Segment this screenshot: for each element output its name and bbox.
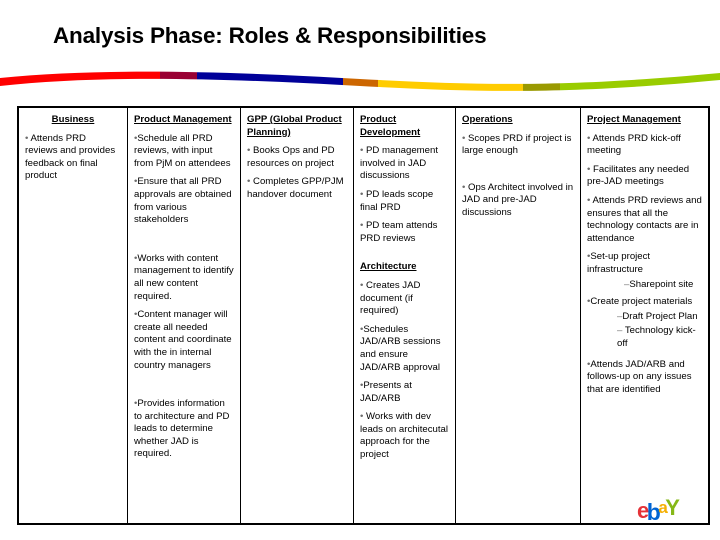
list-item: •Attends JAD/ARB and follows-up on any issues that are identified <box>587 358 692 395</box>
list-item: • Creates JAD document (if required) <box>360 279 421 317</box>
bullet-icon: • <box>587 251 591 263</box>
list-item: • Attends PRD reviews and ensures that all the technology contacts are in attendance <box>587 194 702 244</box>
wave-segment-blue <box>197 60 343 100</box>
bullet-icon: • <box>134 132 138 144</box>
bullet-icon: • <box>25 132 29 144</box>
bullet-icon: • <box>587 194 591 206</box>
ebay-logo <box>637 495 678 525</box>
list-item: • Attends PRD kick-off meeting <box>587 132 681 157</box>
column-project-management <box>580 108 708 523</box>
bullet-icon: • <box>134 252 138 264</box>
sub-list-item: – Technology kick-off <box>617 325 696 349</box>
bullet-icon: • <box>134 309 138 321</box>
dash-icon: – <box>624 278 630 290</box>
column-header: Business <box>51 114 95 125</box>
list-item: • Facilitates any needed pre-JAD meetings <box>587 163 690 188</box>
dash-icon: – <box>617 310 623 322</box>
column-business <box>19 108 127 523</box>
list-item: •Works with content management to identify all new content required. <box>134 252 234 302</box>
list-item: • Attends PRD reviews and provides feedback on final product <box>25 132 116 182</box>
decorative-color-wave <box>0 60 720 100</box>
page-title: Analysis Phase: Roles & Responsibilities <box>53 23 487 48</box>
column-header: Product Development <box>360 114 421 138</box>
logo-letter-a: a <box>658 498 666 517</box>
bullet-icon: • <box>587 163 591 175</box>
bullet-icon: • <box>360 188 364 200</box>
column-header: Project Management <box>587 114 681 125</box>
bullet-icon: • <box>247 176 251 188</box>
list-item: • Ops Architect involved in JAD and pre-JAD discussions <box>462 181 574 218</box>
list-item: •Schedules JAD/ARB sessions and ensure JAD/ARB approval <box>360 323 441 373</box>
logo-letter-e: e <box>637 498 647 523</box>
list-item: • Scopes PRD if project is large enough <box>462 132 572 157</box>
list-item: •Create project materials <box>587 296 693 308</box>
column-header: Product Management <box>134 114 232 125</box>
bullet-icon: • <box>587 296 591 308</box>
list-item: • PD leads scope final PRD <box>360 188 434 213</box>
list-item: •Provides information to architecture and PD leads to determine whether JAD is required. <box>134 398 230 460</box>
list-item: •Set-up project infrastructure <box>587 251 651 275</box>
column-gpp <box>240 108 353 523</box>
wave-segment-red <box>0 60 160 100</box>
bullet-icon: • <box>587 132 591 144</box>
bullet-icon: • <box>587 358 591 370</box>
dash-icon: – <box>617 325 623 337</box>
bullet-icon: • <box>360 323 364 335</box>
roles-table <box>17 106 710 525</box>
sub-list-item: –Draft Project Plan <box>617 310 698 322</box>
list-item: • Completes GPP/PJM handover document <box>247 176 344 200</box>
column-header: Operations <box>462 114 513 125</box>
column-product-management <box>127 108 240 523</box>
list-item: • PD team attends PRD reviews <box>360 220 438 244</box>
wave-segment-olive <box>523 60 560 100</box>
bullet-icon: • <box>360 380 364 392</box>
bullet-icon: • <box>462 181 466 193</box>
column-header: GPP (Global Product Planning) <box>247 114 342 138</box>
bullet-icon: • <box>360 411 364 423</box>
wave-segment-yellow <box>378 60 523 100</box>
bullet-icon: • <box>462 132 466 144</box>
column-product-development <box>353 108 455 523</box>
bullet-icon: • <box>360 220 364 232</box>
bullet-icon: • <box>247 145 251 157</box>
logo-letter-y: Y <box>665 495 678 520</box>
list-item: •Schedule all PRD reviews, with input from PjM on attendees <box>134 132 231 169</box>
list-item: •Content manager will create all needed content and coordinate with the in internal country managers <box>134 309 232 371</box>
logo-letter-b: b <box>646 499 659 525</box>
bullet-icon: • <box>134 176 138 188</box>
list-item: • Works with dev leads on architecutal approach for the project <box>360 411 448 461</box>
list-item: •Ensure that all PRD approvals are obtained from various stakeholders <box>134 176 232 226</box>
bullet-icon: • <box>360 279 364 291</box>
wave-segment-darkred <box>160 60 197 100</box>
bullet-icon: • <box>360 145 364 157</box>
list-item: •Presents at JAD/ARB <box>360 380 412 404</box>
sub-list-item: –Sharepoint site <box>624 278 694 290</box>
column-operations <box>455 108 580 523</box>
list-item: • Books Ops and PD resources on project <box>247 145 335 169</box>
wave-segment-green <box>560 60 720 100</box>
subsection-header-architecture: Architecture <box>360 261 417 273</box>
wave-segment-orange <box>343 60 378 100</box>
bullet-icon: • <box>134 398 138 410</box>
list-item: • PD management involved in JAD discussions <box>360 145 439 182</box>
